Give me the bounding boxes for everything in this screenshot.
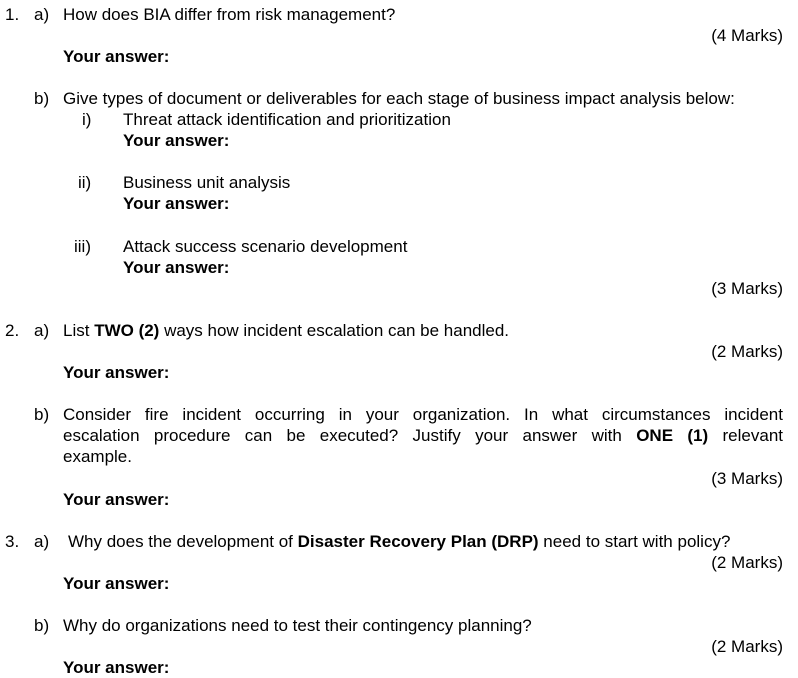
q3b-text: Why do organizations need to test their contingency planning?: [63, 616, 532, 635]
q1b-label: b): [34, 89, 50, 108]
q1b-item-label: iii): [74, 237, 91, 256]
q1b-marks: (3 Marks): [711, 279, 783, 298]
q2b-line2: [63, 425, 783, 446]
q2a-text: [63, 320, 509, 341]
q3a-marks: (2 Marks): [711, 553, 783, 572]
q1b-i-answer-label: Your answer:: [123, 131, 230, 150]
q2a-text-post: ways how incident escalation can be handled.: [159, 321, 510, 340]
q1a-marks: (4 Marks): [711, 26, 783, 45]
q2b-answer-label: Your answer:: [63, 490, 170, 509]
q1-number: 1.: [5, 5, 20, 24]
q1b-iii-answer-label: Your answer:: [123, 258, 230, 277]
q2b-line1: Consider fire incident occurring in your organization. In what circumstances incident: [63, 405, 783, 424]
q2b-label: b): [34, 405, 50, 424]
q2a-text-pre: List: [63, 321, 95, 340]
q1b-ii-answer-label: Your answer:: [123, 194, 230, 213]
q1a-text: How does BIA differ from risk management?: [63, 5, 396, 24]
q1b-text: Give types of document or deliverables for each stage of business impact analysis below:: [63, 89, 735, 108]
q1b-item-text: Business unit analysis: [123, 173, 291, 192]
q3b-answer-label: Your answer:: [63, 658, 170, 677]
q2a-answer-label: Your answer:: [63, 363, 170, 382]
q3-number: 3.: [5, 532, 20, 551]
q3a-text-post: need to start with policy?: [538, 532, 731, 551]
q1b-item-label: ii): [78, 173, 92, 192]
q3a-text-bold: Disaster Recovery Plan (DRP): [297, 532, 539, 551]
q1b-item-text: Threat attack identification and prioritization: [123, 110, 451, 129]
q2a-text-bold: TWO (2): [94, 321, 160, 340]
q3a-answer-label: Your answer:: [63, 574, 170, 593]
q2b-marks: (3 Marks): [711, 469, 783, 488]
q2b-line2-bold: ONE (1): [636, 426, 709, 445]
q2a-marks: (2 Marks): [711, 342, 783, 361]
q2a-label: a): [34, 321, 50, 340]
q3b-marks: (2 Marks): [711, 637, 783, 656]
q2b-line3: example.: [63, 447, 132, 466]
q2b-line2-pre: escalation procedure can be executed? Justify your answer with: [63, 426, 637, 445]
q3a-text-pre: Why does the development of: [68, 532, 298, 551]
q1a-label: a): [34, 5, 50, 24]
q1a-answer-label: Your answer:: [63, 47, 170, 66]
q2-number: 2.: [5, 321, 20, 340]
q1b-item-label: i): [82, 110, 92, 129]
q3b-label: b): [34, 616, 50, 635]
q3a-label: a): [34, 532, 50, 551]
q2b-line2-post: relevant: [722, 426, 783, 445]
q3a-text: [68, 531, 730, 552]
q1b-item-text: Attack success scenario development: [123, 237, 408, 256]
